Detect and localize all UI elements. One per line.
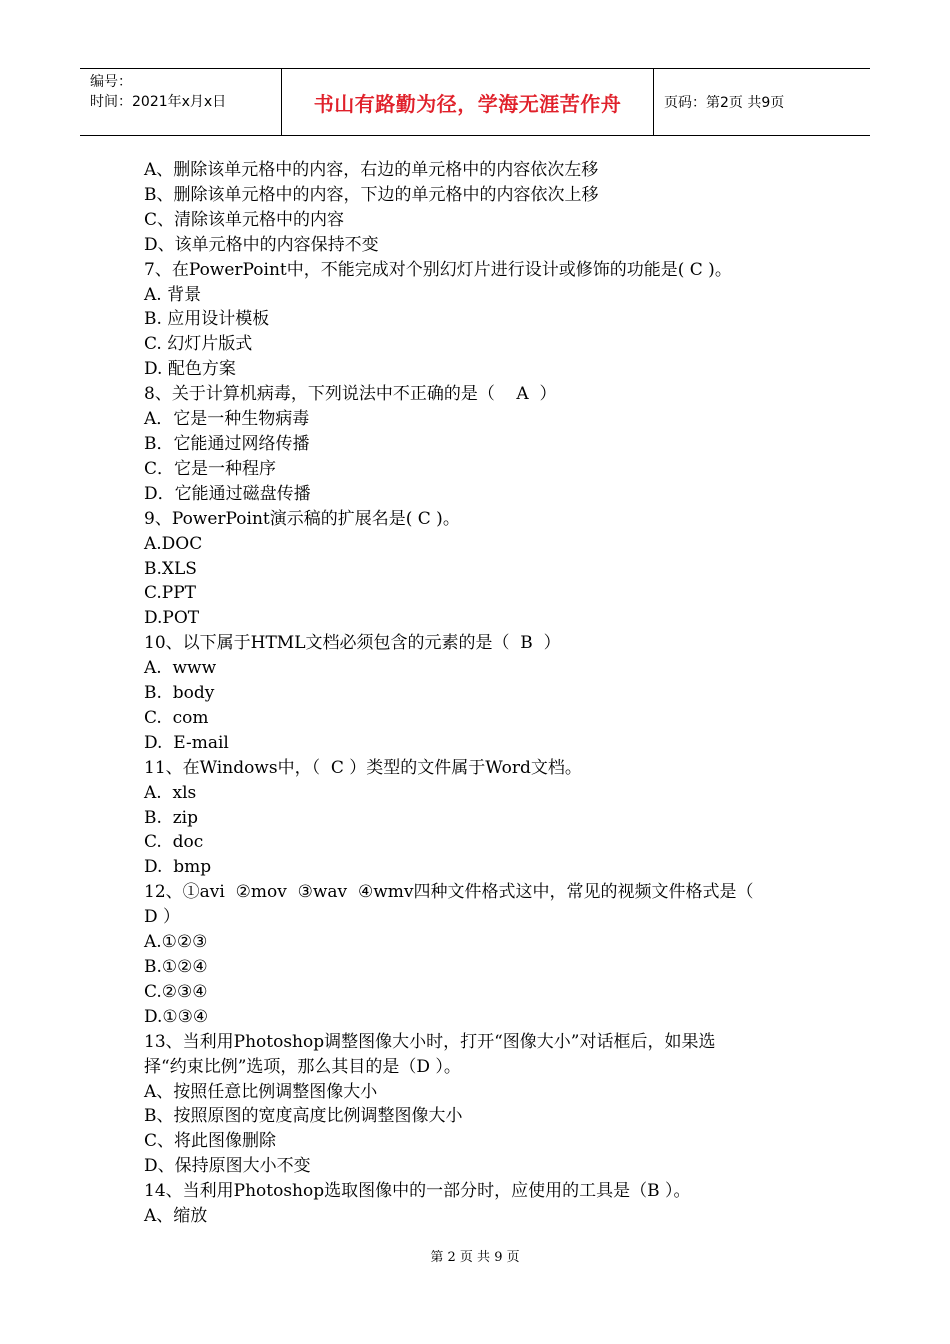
text-line: C、清除该单元格中的内容 xyxy=(144,209,345,230)
text-line: D.POT xyxy=(144,608,200,629)
text-line: 7、在PowerPoint中，不能完成对个别幻灯片进行设计或修饰的功能是( C )。 xyxy=(144,259,732,280)
text-line: A．它是一种生物病毒 xyxy=(144,409,310,430)
number-label: 编号： xyxy=(90,74,132,90)
text-line: B．它能通过网络传播 xyxy=(144,433,310,454)
text-line: A.①②③ xyxy=(144,932,208,953)
text-line: A、删除该单元格中的内容，右边的单元格中的内容依次左移 xyxy=(144,160,599,180)
text-line: A. xls xyxy=(144,782,197,803)
text-line: B. zip xyxy=(144,807,198,828)
text-line: C、将此图像删除 xyxy=(144,1131,277,1152)
header-page-code: 页码：第2页 共9页 xyxy=(664,95,785,111)
text-line: C. com xyxy=(144,707,209,728)
time-label: 时间：2021年x月x日 xyxy=(90,94,227,110)
text-line: 10、以下属于HTML文档必须包含的元素的是（ B ） xyxy=(144,633,561,654)
text-line: B.①②④ xyxy=(144,957,208,977)
text-line: D. E-mail xyxy=(144,732,229,753)
header-meta xyxy=(80,69,282,135)
page-footer: 第 2 页 共 9 页 xyxy=(430,1250,520,1265)
text-line: D、该单元格中的内容保持不变 xyxy=(144,234,379,255)
text-line: 8、关于计算机病毒，下列说法中不正确的是（ A ） xyxy=(144,384,557,405)
text-line: 择“约束比例”选项，那么其目的是（D ）。 xyxy=(144,1056,461,1077)
text-line: C. 幻灯片版式 xyxy=(144,334,253,355)
text-line: B.XLS xyxy=(144,558,197,579)
text-line: D．它能通过磁盘传播 xyxy=(144,483,311,504)
text-line: B. 应用设计模板 xyxy=(144,309,270,330)
text-line: C. doc xyxy=(144,832,204,853)
text-line: A. www xyxy=(144,658,217,679)
text-line: A. 背景 xyxy=(144,284,202,305)
text-line: D、保持原图大小不变 xyxy=(144,1156,311,1177)
document-body xyxy=(144,158,814,1229)
text-line: 12、①avi ②mov ③wav ④wmv四种文件格式这中，常见的视频文件格式是（ xyxy=(144,882,754,903)
text-line: C.②③④ xyxy=(144,981,208,1002)
text-line: D. 配色方案 xyxy=(144,359,236,380)
page-header xyxy=(80,68,870,136)
text-line: C.PPT xyxy=(144,583,197,604)
text-line: B. body xyxy=(144,683,215,704)
text-line: 11、在Windows中，（ C ）类型的文件属于Word文档。 xyxy=(144,757,582,778)
text-line: B、删除该单元格中的内容，下边的单元格中的内容依次上移 xyxy=(144,184,599,205)
text-line: A、缩放 xyxy=(144,1206,208,1227)
text-line: A、按照任意比例调整图像大小 xyxy=(144,1081,378,1102)
text-line: 14、当利用Photoshop选取图像中的一部分时，应使用的工具是（B ）。 xyxy=(144,1181,691,1202)
header-slogan: 书山有路勤为径，学海无涯苦作舟 xyxy=(282,69,654,135)
text-line: B、按照原图的宽度高度比例调整图像大小 xyxy=(144,1106,463,1127)
text-line: D ） xyxy=(144,907,181,928)
text-line: D.①③④ xyxy=(144,1006,209,1027)
text-line: C．它是一种程序 xyxy=(144,458,277,479)
text-line: D. bmp xyxy=(144,857,212,878)
text-line: A.DOC xyxy=(144,533,203,554)
text-line: 13、当利用Photoshop调整图像大小时，打开“图像大小”对话框后，如果选 xyxy=(144,1031,716,1052)
text-line: 9、PowerPoint演示稿的扩展名是( C )。 xyxy=(144,508,460,529)
